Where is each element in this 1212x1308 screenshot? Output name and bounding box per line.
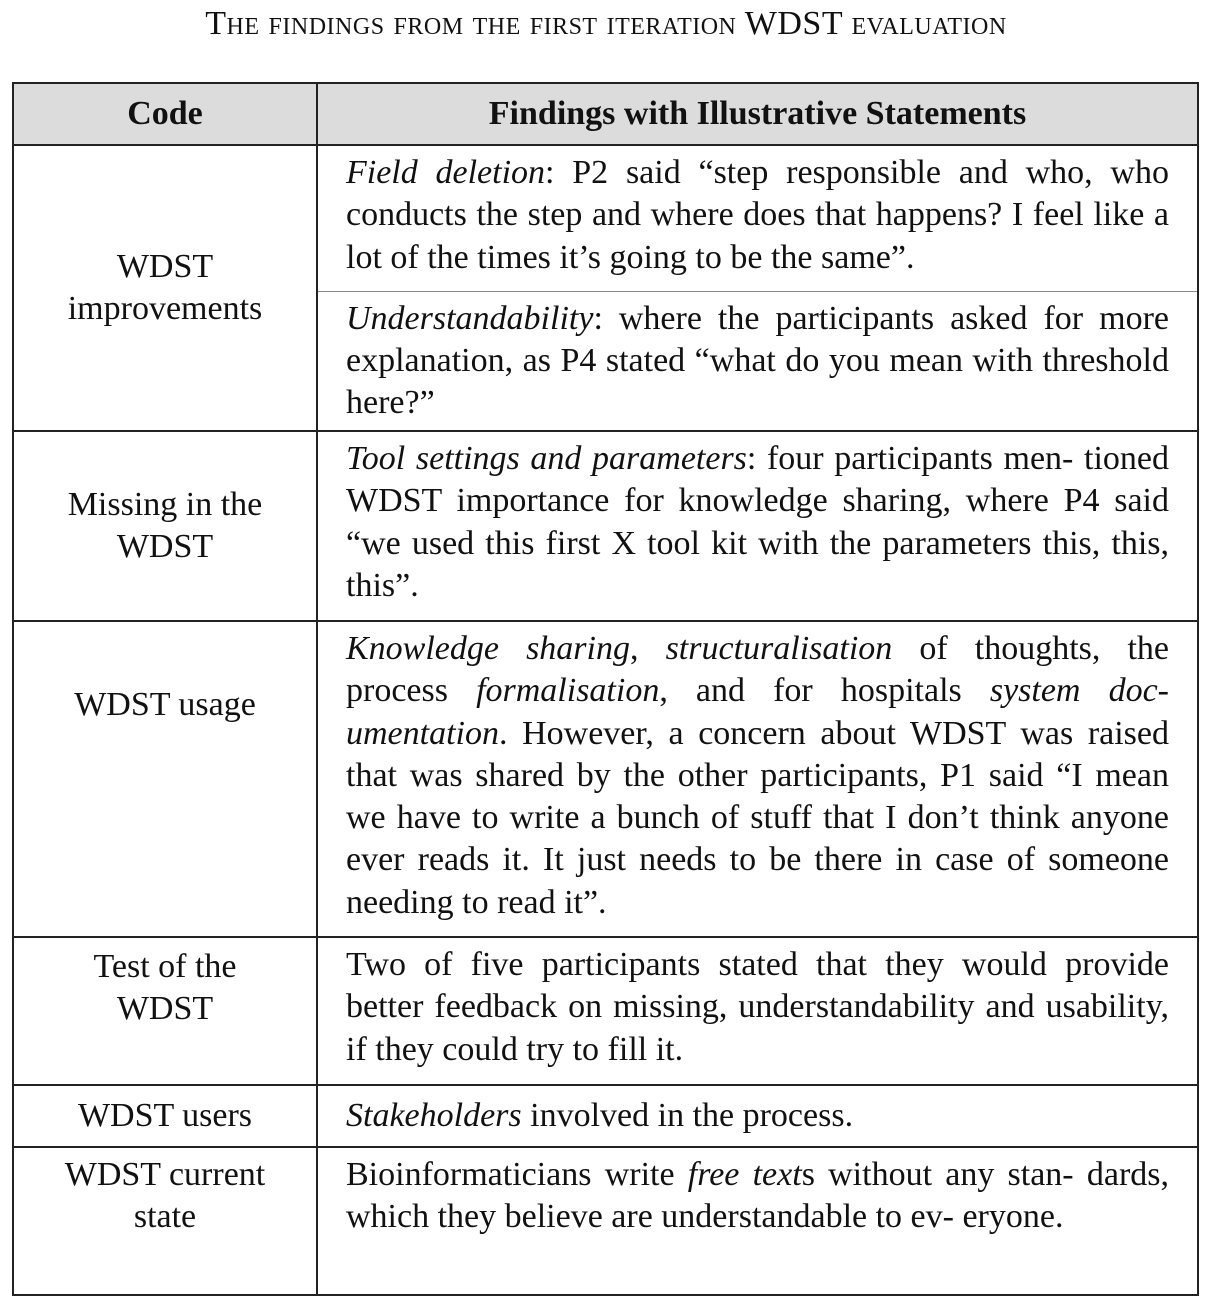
code-text: Missing in the (67, 486, 263, 523)
code-text: WDST users (77, 1097, 253, 1134)
finding-test (317, 937, 1198, 1085)
finding-usage (317, 621, 1198, 937)
code-text: WDST usage (74, 686, 256, 723)
table-row (13, 621, 1198, 937)
code-text: WDST current (64, 1156, 266, 1193)
code-text: WDST (116, 528, 214, 565)
finding-tool-settings (317, 431, 1198, 621)
code-cell-users (13, 1085, 317, 1147)
table-row (13, 937, 1198, 1085)
finding-text: involved in the process. (521, 1096, 854, 1134)
finding-text: . However, a concern about WDST was raised that was shared by the other participants, P1 said “I mean we have to write a bunch of stuff that I don’t think anyone ever reads it. It just needs to be there in case of someone needing to read it”. (346, 714, 1169, 921)
finding-italic: structuralisation (665, 630, 893, 667)
finding-text: , and for hospitals (659, 672, 990, 710)
table-caption: The findings from the first iteration WDST evaluation (205, 5, 1007, 42)
finding-field-deletion (317, 145, 1198, 291)
table-row (13, 1085, 1198, 1147)
code-text: Test of the (93, 948, 237, 985)
finding-text: dards, which they believe are understandable to ev- (346, 1156, 1170, 1236)
table-row (13, 145, 1198, 291)
header-row (13, 83, 1198, 145)
finding-italic: Knowledge sharing (346, 630, 630, 667)
finding-italic: Tool settings and parameters (346, 440, 747, 477)
finding-understandability (317, 291, 1198, 431)
code-cell-test (13, 937, 317, 1085)
finding-text: : four participants men- (746, 440, 1074, 477)
code-text: WDST (116, 990, 214, 1027)
code-cell-current-state (13, 1147, 317, 1295)
finding-italic: Understandability (346, 299, 594, 337)
finding-text: Bioinformaticians write (346, 1156, 688, 1193)
header-code: Code (13, 83, 317, 145)
finding-italic: Stakeholders (346, 1096, 522, 1134)
code-cell-missing (13, 431, 317, 621)
finding-text: eryone. (962, 1198, 1064, 1236)
finding-italic: system doc- (989, 672, 1169, 710)
finding-italic: free text (687, 1156, 802, 1193)
finding-text: , (629, 630, 666, 667)
finding-text: : where the participants asked for more explanation, as P4 stated “what do you mean with threshold here?” (346, 299, 1169, 422)
finding-italic: umentation (346, 714, 499, 752)
code-text: WDST (116, 248, 214, 285)
finding-text: tioned WDST importance for knowledge sharing, where P4 said “we used this first X tool kit with the parameters this, this, this”. (346, 440, 1169, 604)
code-text: state (133, 1198, 197, 1235)
table-row (13, 1147, 1198, 1295)
finding-users (317, 1085, 1198, 1147)
finding-text: s without any stan- (801, 1156, 1074, 1193)
table-row (13, 431, 1198, 621)
finding-italic: formalisation (476, 672, 660, 710)
finding-text: of thoughts, the process (346, 630, 1170, 710)
finding-current-state (317, 1147, 1198, 1295)
code-text: improvements (67, 290, 263, 327)
finding-italic: Field deletion (346, 154, 546, 191)
finding-text: : P2 said “step responsible and who, who conducts the step and where does that happens? I feel like a lot of the times it’s going to be the same”. (346, 154, 1169, 276)
findings-table (12, 82, 1199, 1296)
code-cell-wdst-improvements (13, 145, 317, 431)
header-findings: Findings with Illustrative Statements (317, 83, 1198, 145)
finding-text: Two of five participants stated that they would provide better feedback on missing, understandability and usability, if they could try to fill it. (346, 946, 1169, 1068)
code-cell-usage (13, 621, 317, 937)
